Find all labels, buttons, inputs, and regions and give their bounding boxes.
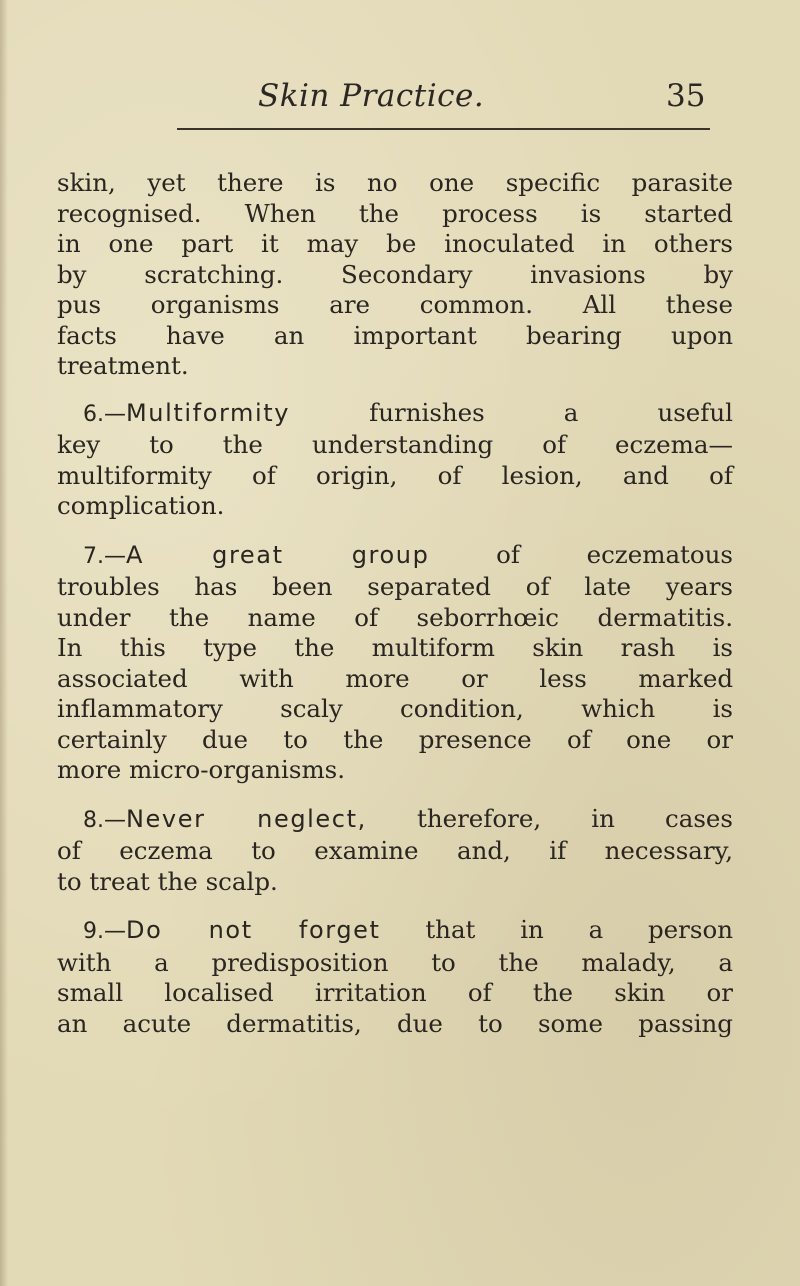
text-line: key to the understanding of eczema—: [57, 430, 733, 459]
text-line: [57, 540, 733, 573]
header-rule: [177, 128, 710, 130]
text-line: under the name of seborrhœic dermatitis.: [57, 602, 733, 632]
paragraph-number: 7.—: [83, 543, 126, 569]
text-line: small localised irritation of the skin or: [57, 978, 733, 1007]
paragraph-lead: Never neglect,: [126, 804, 367, 833]
paragraph-continued: [57, 168, 733, 382]
paragraph-lead: A great group: [126, 540, 430, 569]
text-run: therefore, in cases: [366, 803, 733, 833]
text-line: of eczema to examine and, if necessary,: [57, 836, 733, 865]
paragraph-lead: Multiformity: [126, 398, 291, 427]
text-line: recognised. When the process is started: [57, 198, 733, 228]
text-run: that in a person: [380, 915, 733, 944]
paragraph-6: [57, 398, 733, 522]
page-edge-shadow: [0, 0, 8, 1286]
paragraph-lead: Do not forget: [126, 916, 381, 944]
text-line: inflammatory scaly condition, which is: [57, 694, 733, 723]
page-body: [57, 168, 733, 1057]
text-line: troubles has been separated of late years: [57, 572, 733, 601]
text-line: associated with more or less marked: [57, 663, 733, 693]
paragraph-8: [57, 804, 733, 898]
text-line: [57, 915, 733, 948]
paragraph-number: 8.—: [83, 807, 126, 833]
text-run: of eczematous: [429, 539, 734, 569]
page-number: 35: [666, 78, 706, 114]
paragraph-number: 9.—: [83, 919, 126, 944]
running-title: Skin Practice.: [258, 78, 485, 114]
text-line: an acute dermatitis, due to some passing: [57, 1008, 733, 1038]
text-line: with a predisposition to the malady, a: [57, 947, 733, 977]
paragraph-number: 6.—: [83, 401, 126, 427]
text-line: In this type the multiform skin rash is: [57, 633, 733, 662]
text-line: by scratching. Secondary invasions by: [57, 259, 733, 289]
text-line: more micro-organisms.: [57, 755, 346, 784]
text-line: certainly due to the presence of one or: [57, 724, 733, 754]
text-line: treatment.: [57, 351, 189, 380]
text-line: [57, 398, 733, 431]
text-line: multiformity of origin, of lesion, and of: [57, 460, 733, 490]
text-line: facts have an important bearing upon: [57, 320, 733, 350]
text-line: in one part it may be inoculated in others: [57, 229, 733, 258]
text-line: to treat the scalp.: [57, 866, 278, 896]
text-line: skin, yet there is no one specific parasite: [57, 168, 733, 197]
text-line: complication.: [57, 491, 225, 520]
text-run: furnishes a useful: [290, 397, 733, 427]
paragraph-9: [57, 915, 733, 1039]
text-line: pus organisms are common. All these: [57, 290, 733, 319]
text-line: [57, 804, 733, 837]
paragraph-7: [57, 540, 733, 786]
running-header: [0, 70, 800, 120]
